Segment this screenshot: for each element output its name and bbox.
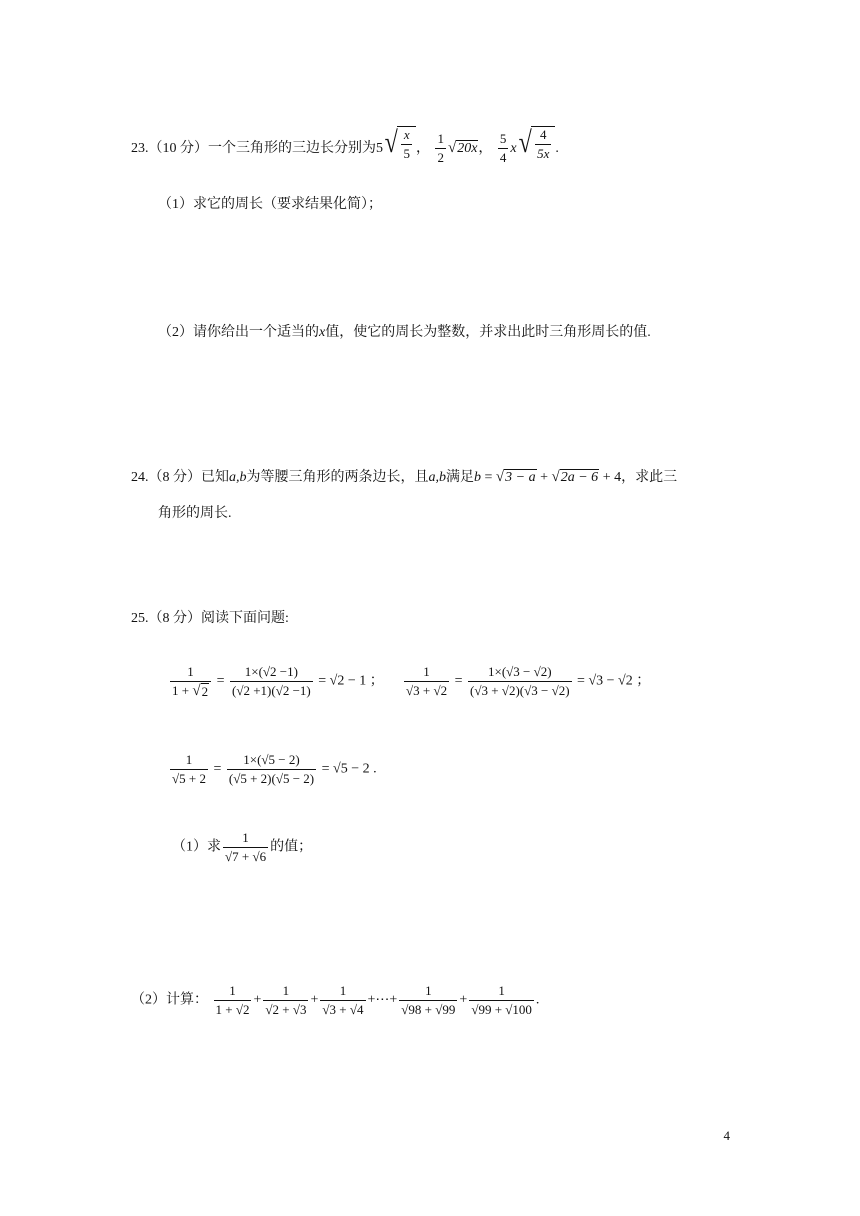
q23-part2: （2）请你给出一个适当的x值，使它的周长为整数，并求出此时三角形周长的值. xyxy=(158,325,651,340)
q23-side2-coef: $\frac{1}{2}$ xyxy=(437,131,444,166)
q23-side3-radical: √ $\frac{4}{5x}$ xyxy=(517,126,556,162)
q25-part1: （1）求 $\frac{1}{√7 + √6}$ 的值； xyxy=(172,830,313,864)
q25-example-3: $\frac{1}{√5 + 2}$ = $\frac{1\times(√5 - 2)}{(√5 + 2)(√5 - 2)}$ = √5 − 2 . xyxy=(172,752,377,786)
page-number: 4 xyxy=(723,1128,730,1143)
q24-radical-1: √ 3 − a xyxy=(495,469,536,485)
q23-side1-coef: 5 xyxy=(376,141,383,156)
q23-head: 23.（10 分）一个三角形的三边长分别为 xyxy=(131,141,376,156)
q24-radical-2: √ 2a − 6 xyxy=(551,469,599,485)
q23-line: 23.（10 分）一个三角形的三边长分别为5 √ $\frac{x}{5}$ ， $\frac{1}{2}$ √ 20x ， $\frac{5}{4}$ x √ $\frac{4}{5x}$ . xyxy=(131,126,559,166)
q25-head: 25.（8 分）阅读下面问题: xyxy=(131,611,289,626)
q24-line1: 24.（8 分）已知a,b为等腰三角形的两条边长，且a,b满足b = √ 3 − a + √ 2a − 6 + 4，求此三 xyxy=(131,469,678,485)
q25-part2: （2）计算： $\frac{1}{1 + √2}$ + $\frac{1}{√2 + √3}$ + $\frac{1}{√3 + √4}$ +⋯+ $\frac{1}{√98 + √99}$ + $\frac{1}{√99 + √100}$ . xyxy=(131,983,540,1017)
q25-example-2: $\frac{1}{√3 + √2}$ = $\frac{1\times(√3 - √2)}{(√3 + √2)(√3 - √2)}$ = √3 − √2 ； xyxy=(406,664,651,698)
q24-line2: 角形的周长. xyxy=(158,506,232,521)
q23-side3-coef: $\frac{5}{4}$ xyxy=(499,131,507,166)
q23-side1-radical: √ $\frac{x}{5}$ xyxy=(383,126,416,162)
q23-part1: （1）求它的周长（要求结果化简）； xyxy=(158,197,382,212)
q25-example-1: 1 1 + √ 2 = $\frac{1\times(√2 -1)}{(√2 +1)(√2 -1)}$ = √2 − 1 ； xyxy=(172,664,384,699)
q23-side2-radical: √ 20x xyxy=(447,140,478,156)
